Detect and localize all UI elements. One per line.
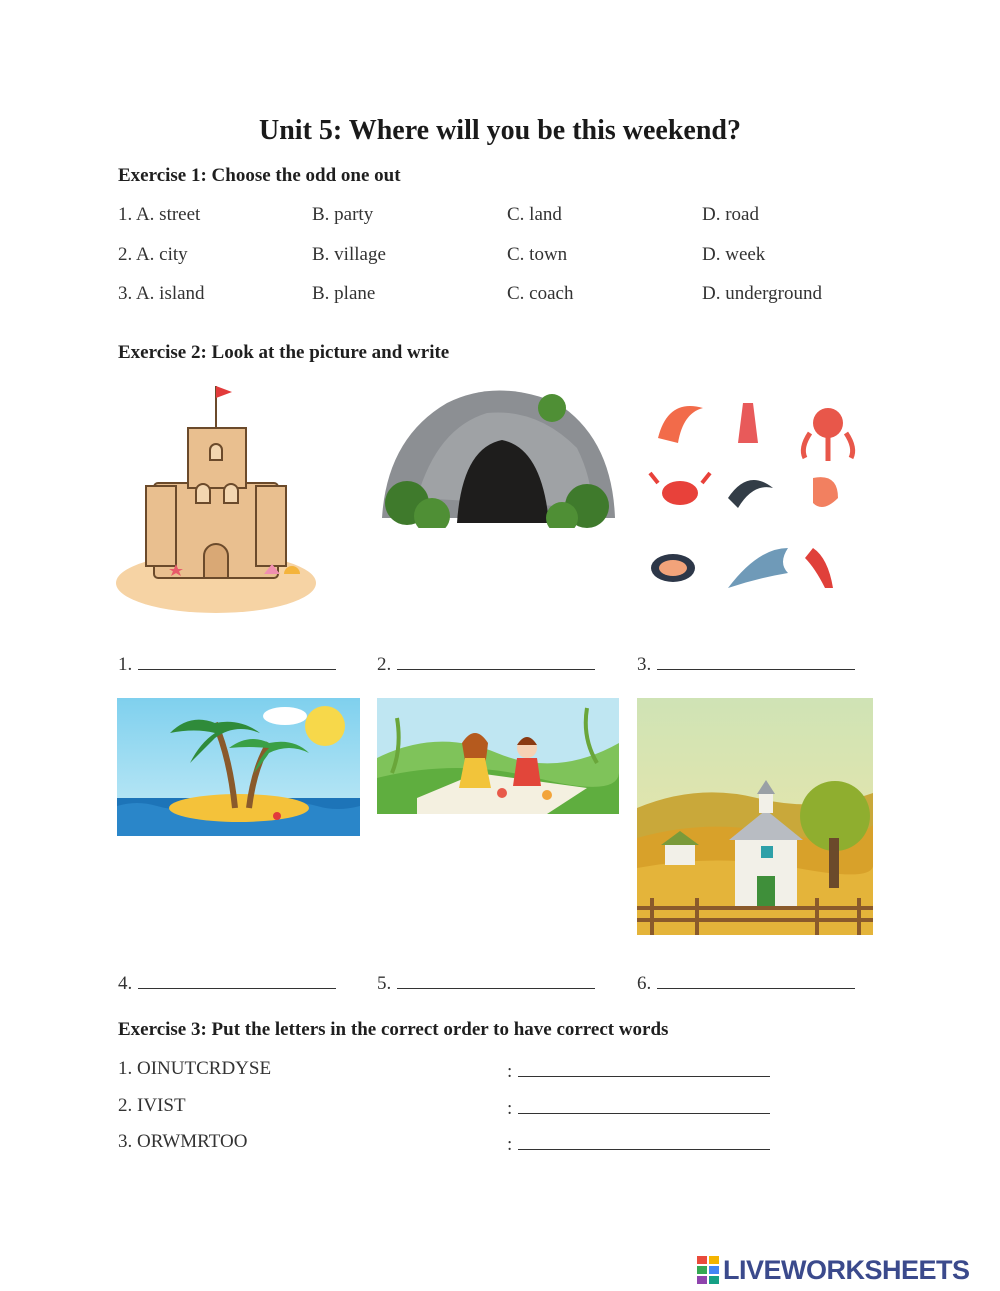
liveworksheets-logo-icon: [697, 1256, 719, 1284]
picnic-picture: [377, 698, 619, 814]
ex3-answer-1: [507, 1058, 770, 1083]
ex2-blank-2-number: 2.: [377, 654, 392, 675]
ex1-q3-option-a: 3. A. island: [118, 283, 205, 304]
ex2-blank-3-number: 3.: [637, 654, 652, 675]
exercise-3-heading: Exercise 3: Put the letters in the correct order to have correct words: [118, 1019, 669, 1040]
ex2-answer-line-1[interactable]: [138, 651, 336, 670]
ex3-colon-2: :: [507, 1098, 513, 1119]
ex3-answer-2: [507, 1095, 770, 1120]
ex3-answer-3: [507, 1131, 770, 1156]
ex1-q1-option-b: B. party: [312, 204, 374, 225]
ex2-blank-5: [377, 970, 595, 995]
countryside-picture: [637, 698, 873, 935]
cave-picture: [377, 378, 619, 528]
ex3-answer-line-1[interactable]: [518, 1058, 770, 1077]
ex2-blank-3: [637, 651, 855, 676]
ex3-colon-1: :: [507, 1061, 513, 1082]
ex1-q3-option-d: D. underground: [702, 283, 822, 304]
ex3-item-2: 2. IVIST: [118, 1095, 186, 1116]
ex2-blank-6: [637, 970, 855, 995]
island-picture: [117, 698, 360, 836]
ex1-q1-option-a: 1. A. street: [118, 204, 201, 225]
ex3-answer-line-2[interactable]: [518, 1095, 770, 1114]
ex3-item-1: 1. OINUTCRDYSE: [118, 1058, 272, 1079]
ex1-q3-option-c: C. coach: [507, 283, 574, 304]
ex2-answer-line-6[interactable]: [657, 970, 855, 989]
ex1-q1-option-d: D. road: [702, 204, 759, 225]
ex3-answer-line-3[interactable]: [518, 1131, 770, 1150]
liveworksheets-brand-text: LIVEWORKSHEETS: [723, 1254, 970, 1285]
ex2-blank-5-number: 5.: [377, 973, 392, 994]
seafood-picture: [638, 378, 870, 616]
ex2-answer-line-3[interactable]: [657, 651, 855, 670]
ex2-blank-1: [118, 651, 336, 676]
ex2-blank-4: [118, 970, 336, 995]
exercise-1-heading: Exercise 1: Choose the odd one out: [118, 165, 401, 186]
ex3-item-3: 3. ORWMRTOO: [118, 1131, 248, 1152]
ex3-colon-3: :: [507, 1134, 513, 1155]
liveworksheets-logo[interactable]: [697, 1253, 970, 1287]
ex2-blank-2: [377, 651, 595, 676]
exercise-2-heading: Exercise 2: Look at the picture and write: [118, 342, 450, 363]
ex2-answer-line-4[interactable]: [138, 970, 336, 989]
ex1-q2-option-d: D. week: [702, 244, 766, 265]
ex2-blank-4-number: 4.: [118, 973, 133, 994]
ex1-q1-option-c: C. land: [507, 204, 562, 225]
sandcastle-picture: [116, 378, 318, 616]
worksheet-title: Unit 5: Where will you be this weekend?: [259, 115, 741, 146]
ex1-q3-option-b: B. plane: [312, 283, 376, 304]
ex2-blank-6-number: 6.: [637, 973, 652, 994]
ex1-q2-option-b: B. village: [312, 244, 386, 265]
ex1-q2-option-a: 2. A. city: [118, 244, 188, 265]
ex1-q2-option-c: C. town: [507, 244, 568, 265]
ex2-blank-1-number: 1.: [118, 654, 133, 675]
ex2-answer-line-5[interactable]: [397, 970, 595, 989]
ex2-answer-line-2[interactable]: [397, 651, 595, 670]
